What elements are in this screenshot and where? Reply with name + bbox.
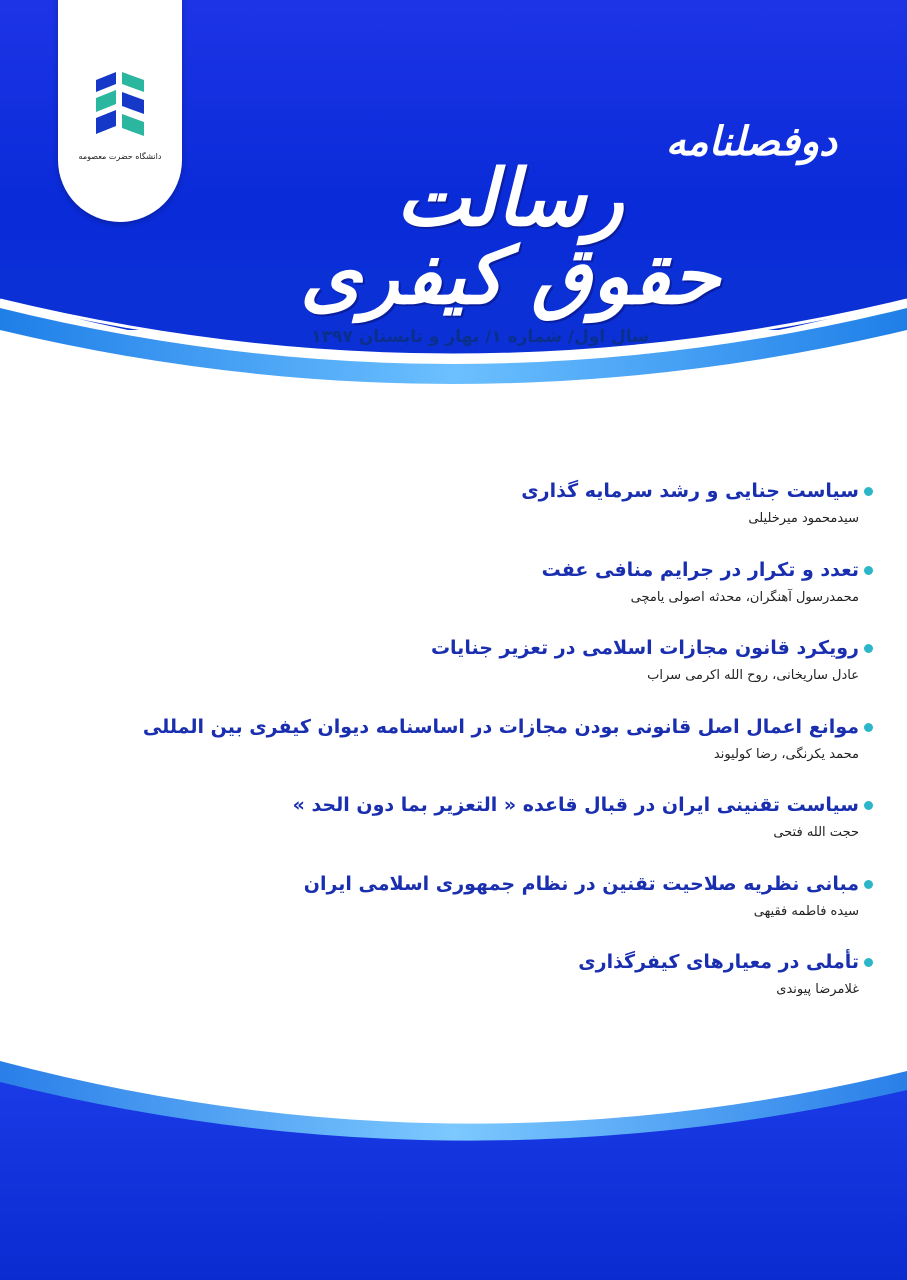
toc-item — [219, 949, 859, 1028]
article-title: سیاست جنایی و رشد سرمایه گذاری — [521, 480, 859, 502]
journal-type-label: دوفصلنامه — [665, 118, 837, 165]
toc-item — [219, 557, 859, 636]
article-authors: سیده فاطمه فقیهی — [753, 903, 859, 919]
toc-item — [219, 871, 859, 950]
article-authors: عادل ساریخانی، روح الله اکرمی سراب — [647, 668, 859, 683]
article-title: مبانی نظریه صلاحیت تقنین در نظام جمهوری اسلامی ایران — [303, 872, 859, 895]
toc-item — [142, 714, 859, 793]
journal-title: رسالت حقوق کیفری — [300, 153, 720, 322]
bullet-icon — [864, 801, 873, 810]
article-title: رویکرد قانون مجازات اسلامی در تعزیر جنایات — [430, 637, 859, 659]
bullet-icon — [864, 487, 873, 496]
toc-item — [219, 792, 859, 871]
toc-item — [219, 635, 859, 714]
university-name-caption: دانشگاه حضرت معصومه — [78, 152, 162, 161]
university-logo-tab — [58, 0, 182, 222]
toc-item — [219, 478, 859, 557]
article-authors: سیدمحمود میرخلیلی — [748, 511, 859, 526]
table-of-contents — [142, 478, 859, 1028]
footer-wave-decoration — [0, 1030, 907, 1280]
article-authors: حجت الله فتحی — [773, 825, 859, 840]
bullet-icon — [864, 880, 873, 889]
article-title: تأملی در معیارهای کیفرگذاری — [578, 951, 859, 973]
bullet-icon — [864, 723, 873, 732]
article-title: سیاست تقنینی ایران در قبال قاعده « التعزیر بما دون الحد » — [292, 794, 859, 816]
university-logo-icon — [88, 70, 152, 146]
article-title: تعدد و تکرار در جرایم منافی عفت — [541, 558, 859, 581]
bullet-icon — [864, 644, 873, 653]
bullet-icon — [864, 566, 873, 575]
article-title: موانع اعمال اصل قانونی بودن مجازات در اساسنامه دیوان کیفری بین المللی — [142, 715, 859, 738]
bullet-icon — [864, 958, 873, 967]
article-authors: محمد یکرنگی، رضا کولیوند — [713, 746, 859, 762]
article-authors: غلامرضا پیوندی — [776, 982, 859, 997]
article-authors: محمدرسول آهنگران، محدثه اصولی یامچی — [630, 589, 859, 605]
issue-line: سال اول/ شماره ۱/ بهار و تابستان ۱۳۹۷ — [311, 327, 649, 347]
